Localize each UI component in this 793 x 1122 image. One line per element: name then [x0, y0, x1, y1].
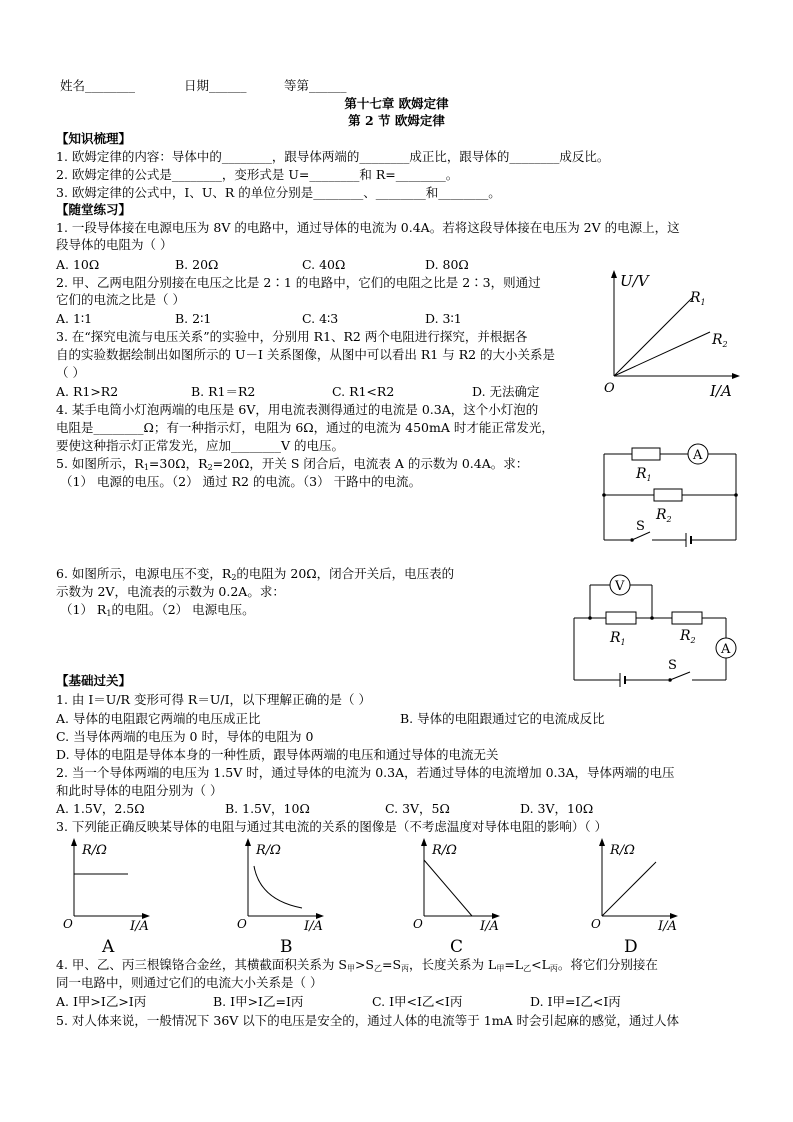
practice-q3-option-a: A. R1>R2 [56, 384, 119, 399]
origin-label: O [413, 917, 423, 931]
practice-q1-option-a: A. 10Ω [56, 257, 100, 272]
knowledge-q1: 1. 欧姆定律的内容：导体中的________，跟导体两端的________成正比，跟导体的________成反比。 [56, 149, 610, 164]
practice-q1-line1: 1. 一段导体接在电源电压为 8V 的电路中，通过导体的电流为 0.4A。若将这段导体接在电压为 2V 的电源上，这 [56, 220, 680, 235]
basic-q2-option-d: D. 3V，10Ω [520, 801, 594, 816]
name-field: 姓名________ [60, 78, 136, 93]
practice-q1-option-d: D. 80Ω [425, 257, 469, 272]
graph-curve [602, 862, 656, 916]
basic-q3-line1: 3. 下列能正确反映某导体的电阻与通过其电流的关系的图像是（不考虑温度对导体电阻的影响）（ ） [56, 819, 608, 834]
knowledge-q2: 2. 欧姆定律的公式是________，变形式是 U=________和 R=________。 [56, 167, 459, 182]
switch-label: S [636, 519, 645, 534]
y-axis-label: R/Ω [610, 843, 635, 858]
circuit-series-figure [566, 568, 746, 692]
r2-line [614, 332, 710, 376]
practice-heading: 【随堂练习】 [56, 202, 132, 217]
resistor-r1 [606, 612, 636, 624]
knowledge-q3: 3. 欧姆定律的公式中，I、U、R 的单位分别是________、________和________。 [56, 185, 501, 200]
section-title: 第 2 节 欧姆定律 [348, 113, 445, 128]
resistor-r2 [654, 489, 682, 501]
y-axis-label: R/Ω [432, 843, 457, 858]
knowledge-heading: 【知识梳理】 [56, 131, 132, 146]
circuit-parallel-figure [596, 442, 746, 552]
basic-q4-line2: 同一电路中，则通过它们的电流大小关系是（ ） [56, 975, 323, 990]
basic-q2-line2: 和此时导体的电阻分别为（ ） [56, 783, 223, 798]
graph-letter: B [280, 937, 293, 956]
grade-field: 等第______ [284, 78, 347, 93]
basic-q4-option-a: A. I甲>I乙>I丙 [56, 994, 147, 1009]
basic-q1-option-b: B. 导体的电阻跟通过它的电流成反比 [400, 711, 605, 726]
practice-q4-line3: 要使这种指示灯正常发光，应加________V 的电压。 [56, 438, 345, 453]
origin-label: O [63, 917, 73, 931]
resistor-r2 [672, 612, 702, 624]
practice-q3-option-c: C. R1<R2 [332, 384, 395, 399]
chapter-title: 第十七章 欧姆定律 [344, 96, 449, 111]
basic-q1-line1: 1. 由 I＝U/R 变形可得 R＝U/I，以下理解正确的是（ ） [56, 692, 371, 707]
r1-label: $R_1$ [636, 466, 652, 483]
y-axis-arrow [71, 838, 77, 846]
ri-graph-b [237, 838, 324, 956]
graph-curve [424, 860, 472, 916]
junction-dot [602, 493, 606, 497]
graph-letter: C [450, 937, 464, 956]
practice-q3-option-d: D. 无法确定 [472, 384, 540, 399]
practice-q3-line3: （ ） [56, 365, 85, 380]
y-axis-arrow [611, 270, 617, 278]
practice-q2-option-a: A. 1∶1 [56, 311, 93, 326]
graph-curve [254, 866, 302, 908]
practice-q3-line2: 自的实验数据绘制出如图所示的 U－I 关系图像，从图中可以看出 R1 与 R2 的大小关系是 [56, 347, 556, 362]
r2-label: $R_2$ [680, 628, 696, 645]
ammeter-label: A [693, 448, 703, 463]
r2-label: $R_2$ [656, 507, 672, 524]
basic-heading: 【基础过关】 [56, 673, 132, 688]
y-axis-label: U/V [620, 272, 649, 290]
x-axis-label: I/A [658, 919, 677, 934]
practice-q3-option-b: B. R1＝R2 [191, 384, 256, 399]
practice-q6-parts: （1） $R_1$的电阻。（2） 电源电压。 [60, 602, 255, 618]
practice-q1-option-c: C. 40Ω [302, 257, 346, 272]
practice-q6-line2: 示数为 2V，电流表的示数为 0.2A。求： [56, 584, 285, 599]
practice-q2-option-c: C. 4∶3 [302, 311, 339, 326]
basic-q4-option-b: B. I甲>I乙=I丙 [213, 994, 304, 1009]
resistor-r1 [632, 448, 660, 460]
ri-graph-d [591, 838, 678, 956]
y-axis-arrow [245, 838, 251, 846]
graph-letter: A [102, 937, 115, 956]
practice-q1-line2: 段导体的电阻为（ ） [56, 237, 173, 252]
basic-q4-option-d: D. I甲=I乙<I丙 [530, 994, 621, 1009]
y-axis-label: R/Ω [82, 843, 107, 858]
ri-graph-c [413, 838, 500, 956]
r1-label: $R_1$ [610, 630, 626, 647]
practice-q4-line1: 4. 某手电筒小灯泡两端的电压是 6V，用电流表测得通过的电流是 0.3A，这个小灯泡的 [56, 402, 539, 417]
y-axis-label: R/Ω [256, 843, 281, 858]
practice-q4-line2: 电阻是________Ω；有一种指示灯，电阻为 6Ω，通过的电流为 450mA 时才能正常发光， [56, 420, 554, 435]
basic-q1-option-d: D. 导体的电阻是导体本身的一种性质，跟导体两端的电压和通过导体的电流无关 [56, 747, 499, 762]
date-field: 日期______ [184, 78, 247, 93]
junction-dot [734, 493, 738, 497]
practice-q3-line1: 3. 在“探究电流与电压关系”的实验中，分别用 R1、R2 两个电阻进行探究，并根据各 [56, 329, 528, 344]
practice-q5-parts: （1） 电源的电压。（2） 通过 R2 的电流。（3） 干路中的电流。 [60, 474, 422, 489]
ammeter-label: A [721, 642, 731, 657]
origin-label: O [591, 917, 601, 931]
practice-q5-line1: 5. 如图所示，$R_1=30\Omega$，$R_2=20\Omega$，开关 S 闭合后，电流表 A 的示数为 0.4A。求： [56, 456, 529, 472]
ui-graph-figure [598, 268, 758, 404]
r1-label: $R_1$ [690, 290, 706, 307]
basic-q1-option-c: C. 当导体两端的电压为 0 时，导体的电阻为 0 [56, 729, 314, 744]
basic-q4-option-c: C. I甲<I乙<I丙 [372, 994, 463, 1009]
ri-graphs-figure [58, 838, 758, 956]
practice-q2-line2: 它们的电流之比是（ ） [56, 292, 185, 307]
basic-q4-line1: 4. 甲、乙、丙三根镍铬合金丝，其横截面积关系为 $S_甲>S_乙=S_丙$，长度关系为 $L_甲=L_乙<L_丙$。将它们分别接在 [56, 957, 658, 973]
switch-icon [670, 672, 690, 680]
x-axis-label: I/A [480, 919, 499, 934]
switch-label: S [668, 658, 677, 673]
voltmeter-label: V [615, 579, 625, 594]
practice-q2-option-d: D. 3∶1 [425, 311, 462, 326]
origin-label: O [237, 917, 247, 931]
y-axis-arrow [599, 838, 605, 846]
practice-q2-option-b: B. 2∶1 [175, 311, 212, 326]
origin-label: O [604, 381, 615, 396]
ri-graph-a [63, 838, 150, 956]
y-axis-arrow [421, 838, 427, 846]
x-axis-label: I/A [304, 919, 323, 934]
x-axis-label: I/A [710, 382, 732, 400]
basic-q2-option-c: C. 3V，5Ω [385, 801, 450, 816]
basic-q5-line1: 5. 对人体来说，一般情况下 36V 以下的电压是安全的，通过人体的电流等于 1mA 时会引起麻的感觉，通过人体 [56, 1013, 680, 1028]
r1-line [614, 298, 692, 376]
practice-q2-line1: 2. 甲、乙两电阻分别接在电压之比是 2∶1 的电路中，它们的电阻之比是 2∶3，则通过 [56, 275, 541, 290]
basic-q2-line1: 2. 当一个导体两端的电压为 1.5V 时，通过导体的电流为 0.3A，若通过导体的电流增加 0.3A，导体两端的电压 [56, 765, 675, 780]
x-axis-arrow [732, 373, 740, 379]
basic-q2-option-b: B. 1.5V，10Ω [225, 801, 310, 816]
graph-letter: D [624, 937, 638, 956]
basic-q1-option-a: A. 导体的电阻跟它两端的电压成正比 [56, 711, 261, 726]
practice-q6-line1: 6. 如图所示，电源电压不变，$R_2$的电阻为 20Ω，闭合开关后，电压表的 [56, 566, 455, 582]
r2-label: $R_2$ [712, 332, 728, 349]
basic-q2-option-a: A. 1.5V，2.5Ω [56, 801, 145, 816]
practice-q1-option-b: B. 20Ω [175, 257, 219, 272]
x-axis-label: I/A [130, 919, 149, 934]
